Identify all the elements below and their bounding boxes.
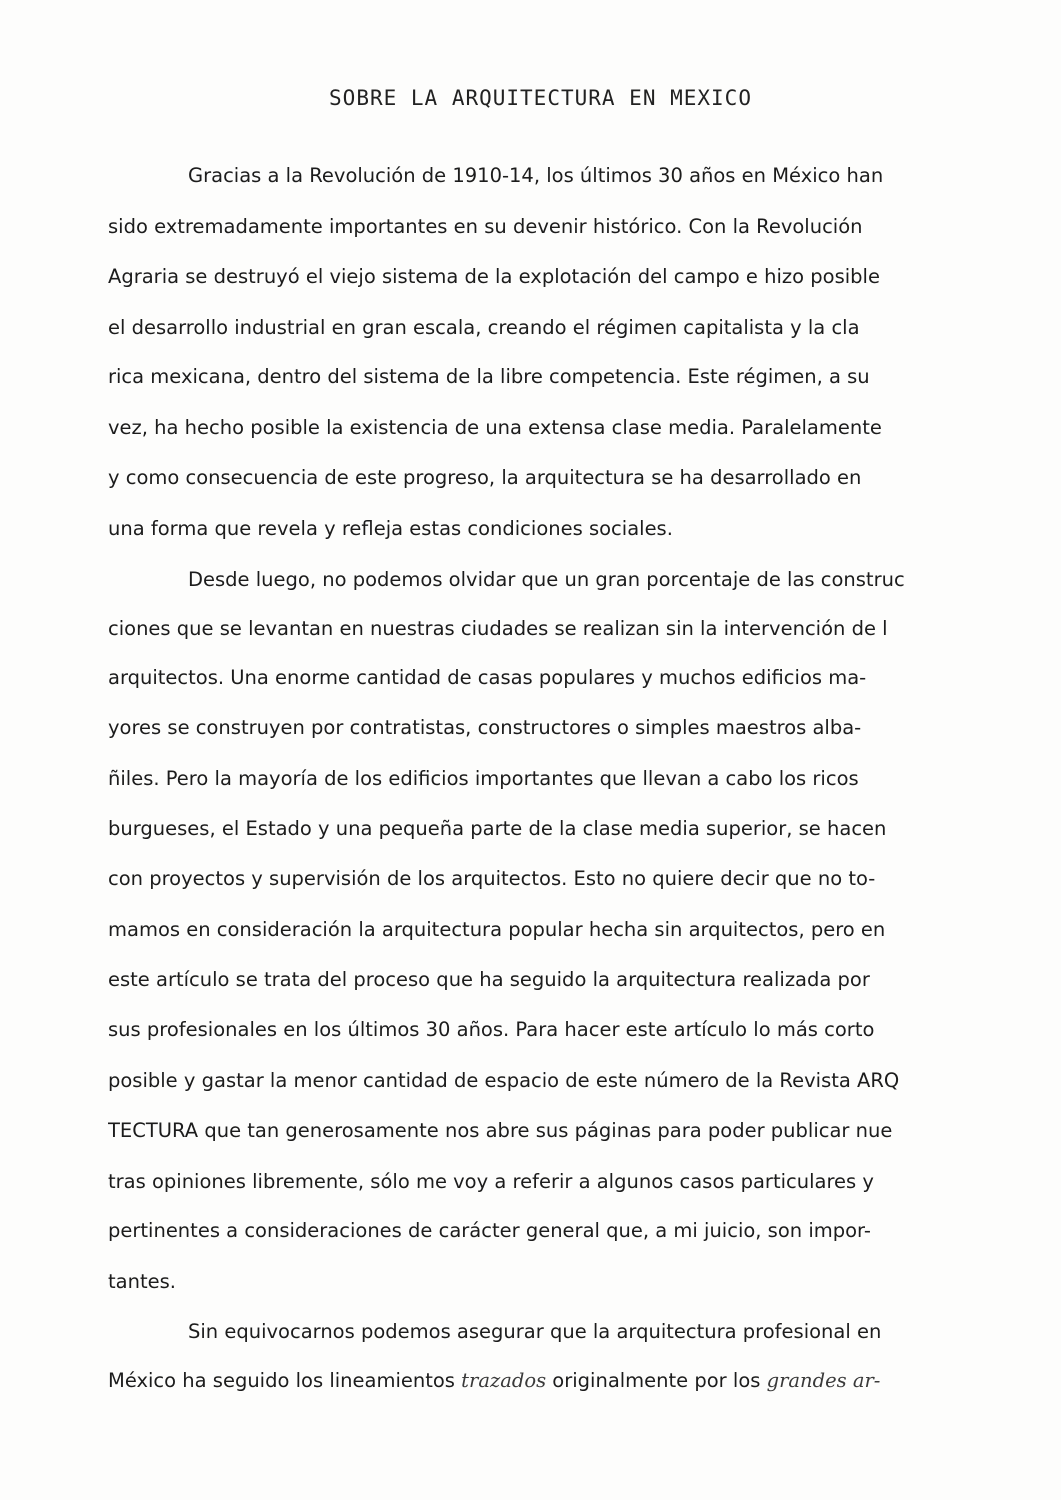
text-line: el desarrollo industrial en gran escala, creando el régimen capitalista y la cla xyxy=(108,316,860,339)
text-line: pertinentes a consideraciones de carácter general que, a mi juicio, son impor- xyxy=(108,1219,871,1242)
handwritten-correction: grandes ar- xyxy=(766,1369,881,1392)
text-line: este artículo se trata del proceso que ha seguido la arquitectura realizada por xyxy=(108,968,870,991)
text-line: con proyectos y supervisión de los arquitectos. Esto no quiere decir que no to- xyxy=(108,867,876,890)
typed-text: México ha seguido los lineamientos xyxy=(108,1369,455,1392)
text-line: ciones que se levantan en nuestras ciudades se realizan sin la intervención de l xyxy=(108,617,888,640)
text-line: sido extremadamente importantes en su devenir histórico. Con la Revolución xyxy=(108,215,863,238)
text-line: Sin equivocarnos podemos asegurar que la arquitectura profesional en xyxy=(188,1320,882,1343)
text-line: posible y gastar la menor cantidad de espacio de este número de la Revista ARQ xyxy=(108,1069,900,1092)
text-line: tras opiniones libremente, sólo me voy a referir a algunos casos particulares y xyxy=(108,1170,874,1193)
text-line: tantes. xyxy=(108,1270,176,1293)
text-line: rica mexicana, dentro del sistema de la libre competencia. Este régimen, a su xyxy=(108,365,870,388)
text-line: burgueses, el Estado y una pequeña parte de la clase media superior, se hacen xyxy=(108,817,887,840)
handwritten-correction: trazados xyxy=(461,1369,547,1392)
text-line: ñiles. Pero la mayoría de los edificios importantes que llevan a cabo los ricos xyxy=(108,767,859,790)
text-line: vez, ha hecho posible la existencia de una extensa clase media. Paralelamente xyxy=(108,416,882,439)
text-line: Agraria se destruyó el viejo sistema de la explotación del campo e hizo posible xyxy=(108,265,880,288)
text-line: arquitectos. Una enorme cantidad de casas populares y muchos edificios ma- xyxy=(108,666,867,689)
document-title: SOBRE LA ARQUITECTURA EN MEXICO xyxy=(329,86,752,110)
text-line: sus profesionales en los últimos 30 años. Para hacer este artículo lo más corto xyxy=(108,1018,875,1041)
text-line: yores se construyen por contratistas, constructores o simples maestros alba- xyxy=(108,716,862,739)
text-line: y como consecuencia de este progreso, la arquitectura se ha desarrollado en xyxy=(108,466,862,489)
text-line: Desde luego, no podemos olvidar que un gran porcentaje de las construc xyxy=(188,568,905,591)
text-line: mamos en consideración la arquitectura popular hecha sin arquitectos, pero en xyxy=(108,918,886,941)
text-line: TECTURA que tan generosamente nos abre sus páginas para poder publicar nue xyxy=(108,1119,893,1142)
text-line-with-handwriting xyxy=(108,1366,988,1396)
typed-text: originalmente por los xyxy=(552,1369,761,1392)
text-line: Gracias a la Revolución de 1910-14, los últimos 30 años en México han xyxy=(188,164,884,187)
text-line: una forma que revela y refleja estas condiciones sociales. xyxy=(108,517,673,540)
